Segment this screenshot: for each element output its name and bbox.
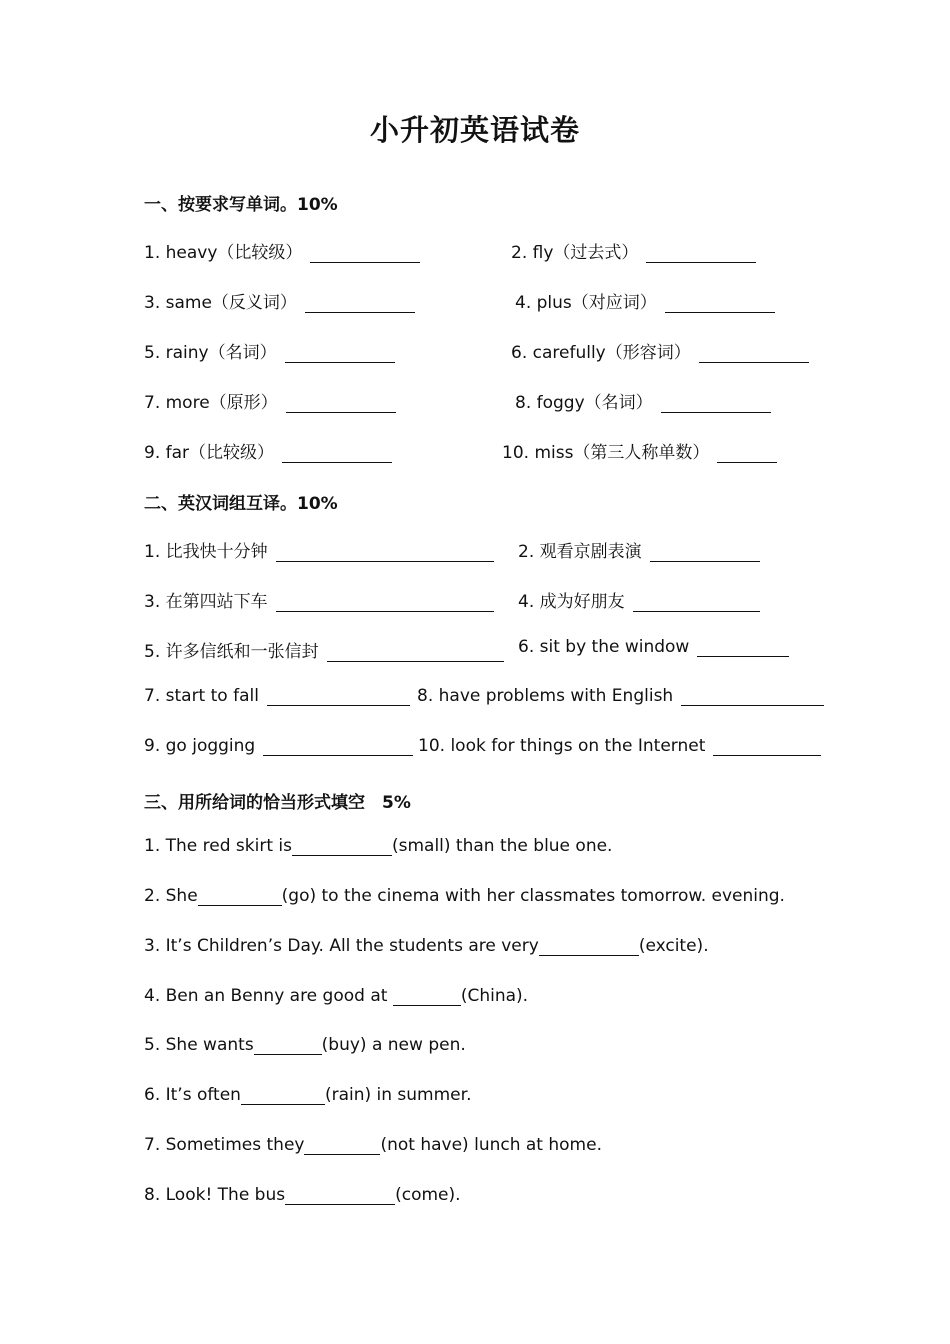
answer-blank[interactable] — [304, 1136, 380, 1155]
sentence-start: 6. It’s often — [144, 1085, 241, 1105]
answer-blank[interactable] — [282, 444, 392, 463]
question-label: 8. foggy（名词） — [515, 393, 653, 413]
sentence-start: 5. She wants — [144, 1035, 254, 1055]
answer-blank[interactable] — [292, 837, 392, 856]
sentence-start: 7. Sometimes they — [144, 1135, 305, 1155]
answer-blank[interactable] — [286, 394, 396, 413]
question-label: 8. have problems with English — [417, 686, 674, 706]
answer-blank[interactable] — [650, 543, 760, 562]
section-heading-3: 三、用所给词的恰当形式填空 5% — [144, 793, 411, 813]
question-label: 3. same（反义词） — [144, 293, 297, 313]
sentence-end: (go) to the cinema with her classmates tomorrow. evening. — [281, 886, 785, 906]
sentence-start: 2. She — [144, 886, 198, 906]
answer-blank[interactable] — [633, 593, 760, 612]
answer-blank[interactable] — [198, 887, 282, 906]
fill-in-sentence — [144, 986, 528, 1006]
answer-blank[interactable] — [285, 1186, 395, 1205]
answer-blank[interactable] — [310, 244, 420, 263]
question-label: 6. sit by the window — [518, 637, 690, 657]
question-label: 10. look for things on the Internet — [418, 736, 706, 756]
answer-blank[interactable] — [241, 1086, 325, 1105]
sentence-end: (excite). — [638, 936, 709, 956]
question-label: 1. heavy（比较级） — [144, 243, 303, 263]
question-label: 3. 在第四站下车 — [144, 592, 268, 612]
question-label: 1. 比我快十分钟 — [144, 542, 268, 562]
sentence-end: (China). — [460, 986, 529, 1006]
question-label: 7. start to fall — [144, 686, 259, 706]
sentence-start: 4. Ben an Benny are good at — [144, 986, 393, 1006]
question-label: 4. 成为好朋友 — [518, 592, 625, 612]
answer-blank[interactable] — [285, 344, 395, 363]
sentence-start: 8. Look! The bus — [144, 1185, 286, 1205]
fill-in-sentence — [144, 836, 612, 856]
answer-blank[interactable] — [276, 543, 494, 562]
question-label: 9. far（比较级） — [144, 443, 275, 463]
sentence-end: (small) than the blue one. — [391, 836, 613, 856]
sentence-end: (buy) a new pen. — [321, 1035, 466, 1055]
answer-blank[interactable] — [717, 444, 777, 463]
fill-in-sentence — [144, 936, 709, 956]
fill-in-sentence — [144, 1035, 466, 1055]
answer-blank[interactable] — [539, 937, 639, 956]
question-label: 5. 许多信纸和一张信封 — [144, 642, 319, 662]
answer-blank[interactable] — [263, 737, 413, 756]
section-heading-2: 二、英汉词组互译。10% — [144, 494, 338, 514]
answer-blank[interactable] — [276, 593, 494, 612]
answer-blank[interactable] — [661, 394, 771, 413]
question-label: 6. carefully（形容词） — [511, 343, 691, 363]
fill-in-sentence — [144, 1085, 471, 1105]
question-label: 7. more（原形） — [144, 393, 278, 413]
answer-blank[interactable] — [267, 687, 410, 706]
fill-in-sentence — [144, 1185, 461, 1205]
sentence-end: (not have) lunch at home. — [380, 1135, 602, 1155]
answer-blank[interactable] — [665, 294, 775, 313]
question-label: 2. fly（过去式） — [511, 243, 639, 263]
sentence-end: (rain) in summer. — [324, 1085, 472, 1105]
answer-blank[interactable] — [646, 244, 756, 263]
section-heading-1: 一、按要求写单词。10% — [144, 195, 338, 215]
answer-blank[interactable] — [305, 294, 415, 313]
answer-blank[interactable] — [681, 687, 824, 706]
question-label: 2. 观看京剧表演 — [518, 542, 642, 562]
fill-in-sentence — [144, 1135, 602, 1155]
question-label: 5. rainy（名词） — [144, 343, 277, 363]
sentence-end: (come). — [395, 1185, 461, 1205]
answer-blank[interactable] — [699, 344, 809, 363]
question-label: 9. go jogging — [144, 736, 256, 756]
sentence-start: 1. The red skirt is — [144, 836, 292, 856]
answer-blank[interactable] — [254, 1036, 322, 1055]
answer-blank[interactable] — [713, 737, 821, 756]
question-label: 10. miss（第三人称单数） — [502, 443, 710, 463]
sentence-start: 3. It’s Children’s Day. All the students are very — [144, 936, 539, 956]
fill-in-sentence — [144, 886, 785, 906]
answer-blank[interactable] — [327, 643, 504, 662]
answer-blank[interactable] — [697, 638, 789, 657]
answer-blank[interactable] — [393, 987, 461, 1006]
question-label: 4. plus（对应词） — [515, 293, 657, 313]
page-title: 小升初英语试卷 — [369, 113, 580, 147]
